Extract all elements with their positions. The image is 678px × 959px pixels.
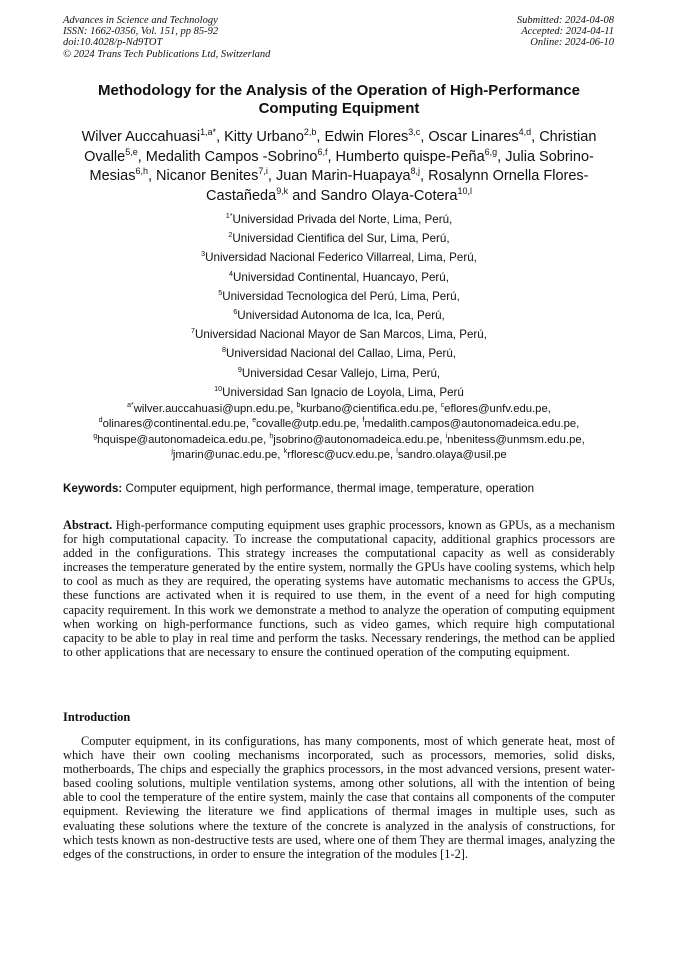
affiliation-text: Universidad Cesar Vallejo, Lima, Perú, bbox=[241, 366, 441, 380]
author-separator: and bbox=[288, 187, 321, 204]
affiliation-sup: 3 bbox=[201, 249, 206, 259]
author-list bbox=[55, 128, 623, 206]
author-name: Sandro Olaya-Cotera bbox=[320, 187, 458, 204]
journal-doi: doi:10.4028/p-Nd9TOT bbox=[63, 37, 163, 49]
affiliation-line bbox=[55, 364, 623, 383]
email-sup: c bbox=[440, 402, 445, 410]
affiliation-text: Universidad Continental, Huancayo, Perú, bbox=[233, 270, 449, 284]
author-name: Julia Sobrino-Mesias bbox=[89, 148, 594, 184]
author-name: Humberto quispe-Peña bbox=[335, 148, 485, 165]
affiliation-line bbox=[55, 229, 623, 248]
affiliation-sup: 6 bbox=[233, 307, 238, 317]
accepted-date: Accepted: 2024-04-11 bbox=[521, 26, 614, 38]
author-sup: 3,c bbox=[408, 127, 421, 138]
affiliation-sup: 8 bbox=[221, 345, 226, 355]
email-address: eflores@unfv.edu.pe, bbox=[444, 403, 551, 415]
affiliation-text: Universidad Autonoma de Ica, Ica, Perú, bbox=[237, 309, 445, 323]
email-address: olinares@continental.edu.pe, bbox=[102, 418, 253, 431]
affiliation-sup: 10 bbox=[214, 383, 223, 393]
author-separator: , bbox=[137, 148, 146, 165]
introduction-heading: Introduction bbox=[63, 710, 131, 724]
affiliation-line bbox=[55, 383, 623, 402]
author-name: Nicanor Benites bbox=[156, 168, 259, 184]
affiliation-list bbox=[55, 210, 623, 402]
email-line bbox=[55, 402, 623, 417]
email-address: hquispe@autonomadeica.edu.pe, bbox=[97, 433, 270, 446]
author-sup: 4,d bbox=[518, 127, 532, 138]
email-sup: i bbox=[445, 432, 448, 440]
journal-info bbox=[63, 15, 270, 60]
email-address: jsobrino@autonomadeica.edu.pe, bbox=[273, 433, 446, 446]
affiliation-line bbox=[55, 287, 623, 306]
publication-dates bbox=[517, 15, 614, 49]
keywords-text: Computer equipment, high performance, thermal image, temperature, operation bbox=[122, 482, 535, 495]
email-address: covalle@utp.edu.pe, bbox=[256, 418, 363, 431]
author-name: Edwin Flores bbox=[324, 129, 409, 145]
affiliation-text: Universidad Nacional del Callao, Lima, Perú, bbox=[225, 347, 457, 361]
email-address: rfloresc@ucv.edu.pe, bbox=[287, 448, 397, 461]
author-separator: , bbox=[267, 168, 276, 184]
author-sup: 10,l bbox=[457, 185, 472, 196]
affiliation-sup: 7 bbox=[191, 326, 196, 336]
author-separator: , bbox=[327, 148, 336, 165]
author-sup: 2,b bbox=[303, 127, 317, 138]
email-sup: g bbox=[93, 432, 98, 440]
author-separator: , bbox=[420, 168, 429, 184]
journal-name: Advances in Science and Technology bbox=[63, 15, 218, 26]
affiliation-text: Universidad Nacional Federico Villarreal, Lima, Perú, bbox=[205, 251, 477, 265]
author-name: Juan Marin-Huapaya bbox=[275, 168, 411, 184]
author-separator: , bbox=[216, 129, 225, 145]
affiliation-text: Universidad San Ignacio de Loyola, Lima, Perú bbox=[222, 385, 464, 399]
email-sup: l bbox=[396, 448, 398, 456]
journal-issn: ISSN: 1662-0356, Vol. 151, pp 85-92 bbox=[63, 26, 219, 38]
affiliation-text: Universidad Privada del Norte, Lima, Perú, bbox=[232, 213, 453, 226]
email-sup: k bbox=[283, 448, 288, 456]
email-address: wilver.auccahuasi@upn.edu.pe, bbox=[133, 403, 297, 415]
affiliation-line bbox=[55, 325, 623, 344]
affiliation-line bbox=[55, 268, 623, 287]
affiliation-text: Universidad Nacional Mayor de San Marcos, Lima, Perú, bbox=[195, 328, 487, 342]
affiliation-text: Universidad Tecnologica del Perú, Lima, Perú, bbox=[222, 289, 460, 303]
email-address: nbenitess@unmsm.edu.pe, bbox=[447, 433, 585, 446]
affiliation-text: Universidad Cientifica del Sur, Lima, Perú, bbox=[232, 232, 450, 246]
author-sup: 8,j bbox=[410, 166, 421, 177]
author-separator: , bbox=[497, 148, 506, 165]
author-sup: 5,e bbox=[125, 146, 138, 157]
author-name: Medalith Campos -Sobrino bbox=[145, 148, 318, 165]
email-line bbox=[55, 448, 623, 463]
author-name: Wilver Auccahuasi bbox=[81, 129, 201, 145]
keywords-label: Keywords: bbox=[63, 482, 123, 495]
affiliation-sup: 5 bbox=[218, 287, 223, 297]
abstract bbox=[63, 518, 615, 659]
journal-copyright: © 2024 Trans Tech Publications Ltd, Switzerland bbox=[63, 48, 271, 60]
submitted-date: Submitted: 2024-04-08 bbox=[516, 15, 614, 26]
affiliation-sup: 4 bbox=[229, 268, 234, 278]
email-line bbox=[55, 417, 623, 432]
email-address: kurbano@cientifica.edu.pe, bbox=[300, 403, 441, 415]
affiliation-sup: 9 bbox=[237, 364, 242, 374]
affiliation-sup: 2 bbox=[228, 230, 233, 240]
abstract-text: High-performance computing equipment uses graphic processors, known as GPUs, as a mechanism for high computational capacity. To increase the computational capacity, additional graphics processors are added in the configurations. This strategy increases the computational capacity as well as considerably increases the temperature generated by the entire system, normally the GPUs have cooling systems, which help to cool as much as they are required, the operating systems have automatic mechanisms to access the GPUs, these functions are activated when it is required to use them, in the event of a need for high computing capacity requirement. In this work we demonstrate a method to analyze the operation of computing equipment when working on high-performance functions, such as video games, which require high computational capacity to be able to play in real time and perform the tasks. Necessary renderings, the method can be applied to other applications that are necessary to ensure the continued operation of the computing equipment. bbox=[63, 518, 615, 659]
author-sup: 6,h bbox=[135, 166, 148, 177]
affiliation-line bbox=[55, 344, 623, 363]
email-line bbox=[55, 433, 623, 448]
affiliation-line bbox=[55, 306, 623, 325]
email-sup: j bbox=[171, 448, 173, 456]
author-name: Oscar Linares bbox=[428, 129, 519, 145]
author-sup: 1,a* bbox=[200, 127, 217, 138]
author-sup: 7,i bbox=[258, 166, 268, 177]
online-date: Online: 2024-06-10 bbox=[530, 37, 614, 49]
affiliation-line bbox=[55, 210, 623, 229]
author-separator: , bbox=[420, 129, 429, 145]
email-list bbox=[55, 402, 623, 463]
author-name: Rosalynn Ornella Flores-Castañeda bbox=[206, 168, 589, 204]
author-sup: 9,k bbox=[276, 185, 289, 196]
affiliation-line bbox=[55, 248, 623, 267]
author-sup: 6,g bbox=[484, 146, 498, 157]
author-name: Kitty Urbano bbox=[224, 129, 304, 145]
email-sup: f bbox=[362, 417, 365, 425]
email-address: medalith.campos@autonomadeica.edu.pe, bbox=[364, 418, 580, 431]
email-sup: h bbox=[269, 432, 274, 440]
email-sup: e bbox=[252, 417, 257, 425]
author-separator: , bbox=[147, 168, 157, 184]
affiliation-sup: 1* bbox=[225, 211, 233, 221]
email-address: jmarin@unac.edu.pe, bbox=[172, 448, 284, 461]
email-sup: a* bbox=[127, 402, 134, 410]
author-separator: , bbox=[531, 129, 540, 145]
author-name: Christian Ovalle bbox=[84, 129, 597, 165]
email-sup: d bbox=[98, 417, 103, 425]
abstract-label: Abstract. bbox=[63, 518, 113, 532]
author-sup: 6,f bbox=[317, 146, 328, 157]
email-address: sandro.olaya@usil.pe bbox=[397, 448, 507, 461]
introduction-text: Computer equipment, in its configurations, has many components, most of which generate heat, most of which have their own cooling mechanisms incorporated, such as processors, memories, solid disks, motherboards, The chips and especially the graphics processors, in the most advanced versions, present water-based cooling solutions, multiple ventilation systems, among other solutions, all with the intention of being able to cool the temperature of the entire system, mainly the case that contains all components of the computer equipment. Reviewing the literature we find applications of thermal images in multiple uses, such as evaluating these solutions where the texture of the concrete is analyzed in the analysis of constructions, for which tests known as non-destructive tests are used, where one of them They are thermal images, analyzing the edges of the constructions, in order to ensure the integration of the modules [1-2]. bbox=[63, 734, 616, 861]
author-separator: , bbox=[316, 129, 325, 145]
keywords bbox=[63, 482, 615, 496]
paper-title: Methodology for the Analysis of the Operation of High-Performance Computing Equipment bbox=[98, 82, 580, 117]
email-sup: b bbox=[296, 402, 301, 410]
